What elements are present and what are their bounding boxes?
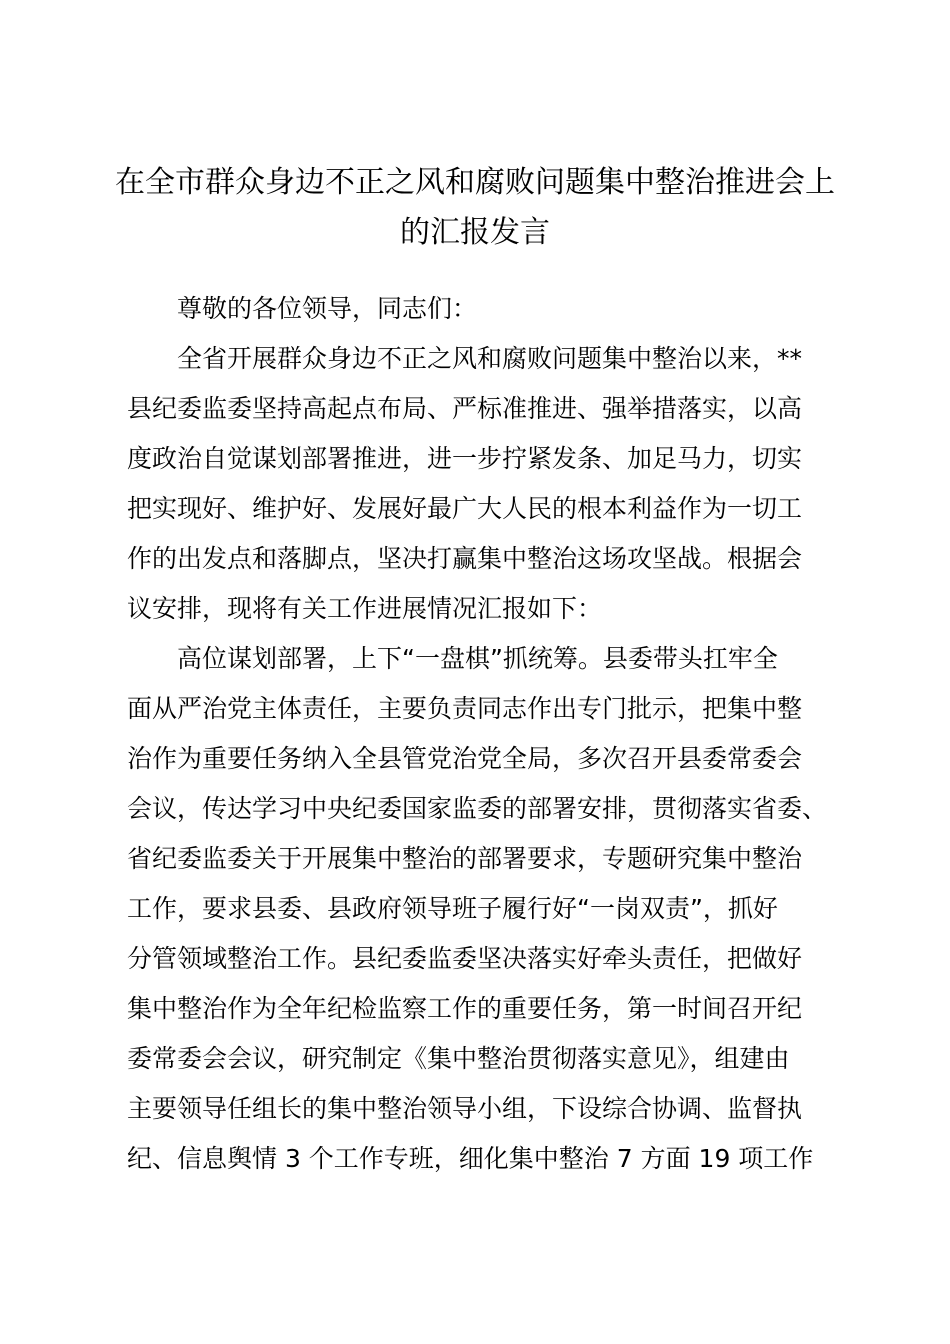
- paragraph-line: 议安排，现将有关工作进展情况汇报如下：: [127, 594, 603, 623]
- paragraph-line: 全省开展群众身边不正之风和腐败问题集中整治以来，**: [177, 344, 803, 373]
- salutation: [127, 284, 847, 334]
- paragraph-line: 县纪委监委坚持高起点布局、严标准推进、强举措落实，以高: [127, 394, 803, 423]
- document-title: [100, 158, 850, 258]
- paragraph-intro: [127, 334, 847, 634]
- paragraph-line: 作的出发点和落脚点，坚决打赢集中整治这场攻坚战。根据会: [127, 544, 803, 573]
- paragraph-line: 度政治自觉谋划部署推进，进一步拧紧发条、加足马力，切实: [127, 444, 803, 473]
- title-line-1: 在全市群众身边不正之风和腐败问题集中整治推进会上: [115, 165, 835, 200]
- paragraph-deployment: [127, 634, 847, 1184]
- title-line-2: 的汇报发言: [400, 215, 550, 250]
- paragraph-line: 省纪委监委关于开展集中整治的部署要求，专题研究集中整治: [127, 844, 803, 873]
- paragraph-line: 分管领域整治工作。县纪委监委坚决落实好牵头责任，把做好: [127, 944, 803, 973]
- paragraph-line: 会议，传达学习中央纪委国家监委的部署安排，贯彻落实省委、: [127, 794, 828, 823]
- document-body: [127, 284, 847, 1184]
- paragraph-line: 纪、信息舆情 3 个工作专班，细化集中整治 7 方面 19 项工作: [127, 1144, 814, 1173]
- salutation-text: 尊敬的各位领导，同志们：: [177, 294, 478, 323]
- paragraph-line: 把实现好、维护好、发展好最广大人民的根本利益作为一切工: [127, 494, 803, 523]
- paragraph-line: 主要领导任组长的集中整治领导小组，下设综合协调、监督执: [127, 1094, 803, 1123]
- paragraph-line: 工作，要求县委、县政府领导班子履行好“一岗双责”，抓好: [127, 894, 778, 923]
- paragraph-line: 委常委会会议，研究制定《集中整治贯彻落实意见》，组建由: [127, 1044, 790, 1073]
- paragraph-line: 面从严治党主体责任，主要负责同志作出专门批示，把集中整: [127, 694, 803, 723]
- paragraph-line: 集中整治作为全年纪检监察工作的重要任务，第一时间召开纪: [127, 994, 803, 1023]
- paragraph-line: 治作为重要任务纳入全县管党治党全局，多次召开县委常委会: [127, 744, 803, 773]
- paragraph-line: 高位谋划部署，上下“一盘棋”抓统筹。县委带头扛牢全: [177, 644, 778, 673]
